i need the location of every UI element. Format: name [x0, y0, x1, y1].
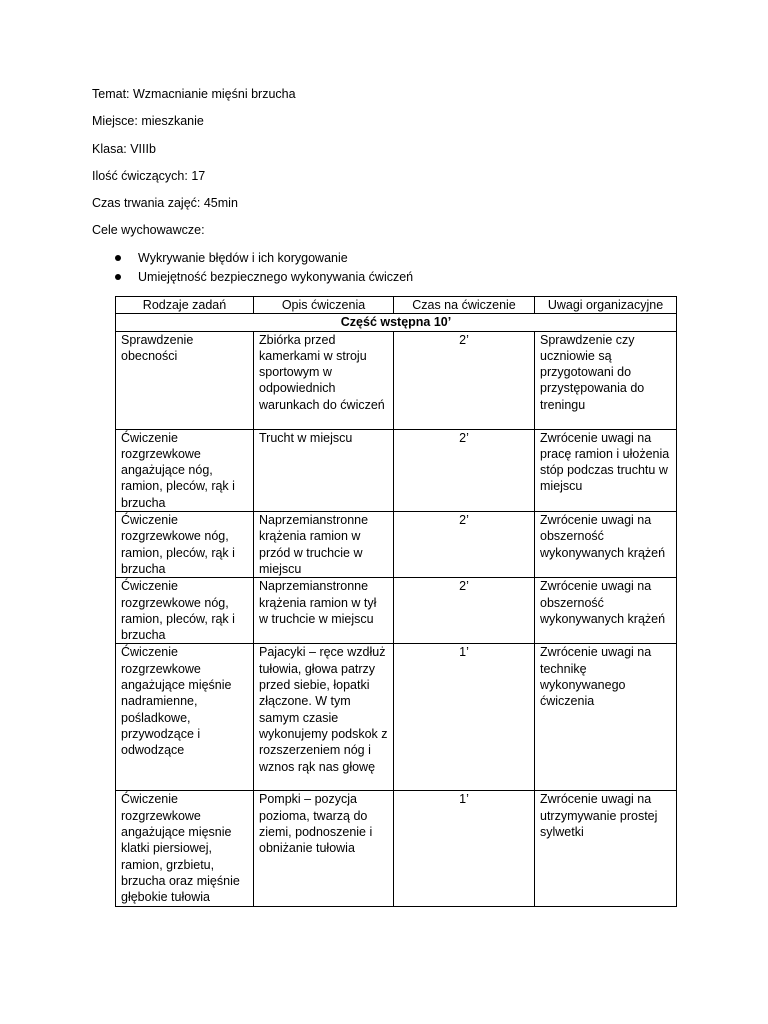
- time-cell: 2’: [394, 512, 535, 578]
- notes-cell: Sprawdzenie czy uczniowie są przygotowani do przystępowania do treningu: [535, 331, 677, 429]
- table-row: [116, 331, 677, 429]
- time-cell: 1’: [394, 791, 535, 906]
- goals-list: [115, 250, 413, 288]
- goal-item: [115, 250, 413, 269]
- description-cell: Trucht w miejscu: [254, 429, 394, 511]
- section-title: Część wstępna 10’: [116, 314, 677, 331]
- description-cell: Zbiórka przed kamerkami w stroju sportowym w odpowiednich warunkach do ćwiczeń: [254, 331, 394, 429]
- description-cell: Pompki – pozycja poziomа, twarzą do ziemi, podnoszenie i obniżanie tułowia: [254, 791, 394, 906]
- table-row: [116, 644, 677, 791]
- goal-item: [115, 269, 413, 288]
- time-cell: 2’: [394, 331, 535, 429]
- goals-label: Cele wychowawcze:: [92, 223, 205, 238]
- table-row: [116, 429, 677, 511]
- task-type-cell: Ćwiczenie rozgrzewkowe angażujące mięsnie klatki piersiowej, ramion, grzbietu, brzucha oraz mięśnie głębokie tułowia: [116, 791, 254, 906]
- time-cell: 2’: [394, 578, 535, 644]
- time-cell: 1’: [394, 644, 535, 791]
- task-type-cell: Ćwiczenie rozgrzewkowe nóg, ramion, pleców, rąk i brzucha: [116, 578, 254, 644]
- lesson-meta: [92, 86, 296, 250]
- table-row: [116, 791, 677, 906]
- description-cell: Naprzemianstronne krążenia ramion w tył w truchcie w miejscu: [254, 578, 394, 644]
- task-type-cell: Ćwiczenie rozgrzewkowe angażujące nóg, ramion, pleców, rąk i brzucha: [116, 429, 254, 511]
- duration-line: Czas trwania zajęć: 45min: [92, 196, 238, 211]
- notes-cell: Zwrócenie uwagi na pracę ramion i ułożenia stóp podczas truchtu w miejscu: [535, 429, 677, 511]
- topic-line: Temat: Wzmacnianie mięśni brzucha: [92, 87, 296, 101]
- lesson-plan-table: [115, 296, 677, 907]
- task-type-cell: Ćwiczenie rozgrzewkowe angażujące mięśnie nadramienne, pośladkowe, przywodzące i odwodzące: [116, 644, 254, 791]
- task-type-cell: Ćwiczenie rozgrzewkowe nóg, ramion, pleców, rąk i brzucha: [116, 512, 254, 578]
- description-cell: Naprzemianstronne krążenia ramion w przód w truchcie w miejscu: [254, 512, 394, 578]
- participants-line: Ilość ćwiczących: 17: [92, 168, 206, 183]
- goal-text: Wykrywanie błędów i ich korygowanie: [138, 251, 348, 265]
- bullet-icon: [115, 255, 121, 261]
- class-line: Klasa: VIIIb: [92, 141, 156, 156]
- task-type-cell: Sprawdzenie obecności: [116, 331, 254, 429]
- notes-cell: Zwrócenie uwagi na obszerność wykonywanych krążeń: [535, 578, 677, 644]
- column-header: Opis ćwiczenia: [254, 297, 394, 314]
- column-header: Rodzaje zadań: [116, 297, 254, 314]
- goal-text: Umiejętność bezpiecznego wykonywania ćwiczeń: [138, 270, 414, 284]
- table-header-row: [116, 297, 677, 314]
- section-row: [116, 314, 677, 331]
- bullet-icon: [115, 274, 121, 280]
- time-cell: 2’: [394, 429, 535, 511]
- place-line: Miejsce: mieszkanie: [92, 114, 204, 129]
- notes-cell: Zwrócenie uwagi na technikę wykonywanego ćwiczenia: [535, 644, 677, 791]
- table-row: [116, 578, 677, 644]
- notes-cell: Zwrócenie uwagi na utrzymywanie prostej sylwetki: [535, 791, 677, 906]
- notes-cell: Zwrócenie uwagi na obszerność wykonywanych krążeń: [535, 512, 677, 578]
- table-row: [116, 512, 677, 578]
- column-header: Czas na ćwiczenie: [394, 297, 535, 314]
- column-header: Uwagi organizacyjne: [535, 297, 677, 314]
- description-cell: Pajacyki – ręce wzdłuż tułowia, głowa patrzy przed siebie, łopatki złączone. W tym samym czasie wykonujemy podskok z rozszerzeniem nóg i wznos rąk nas głowę: [254, 644, 394, 791]
